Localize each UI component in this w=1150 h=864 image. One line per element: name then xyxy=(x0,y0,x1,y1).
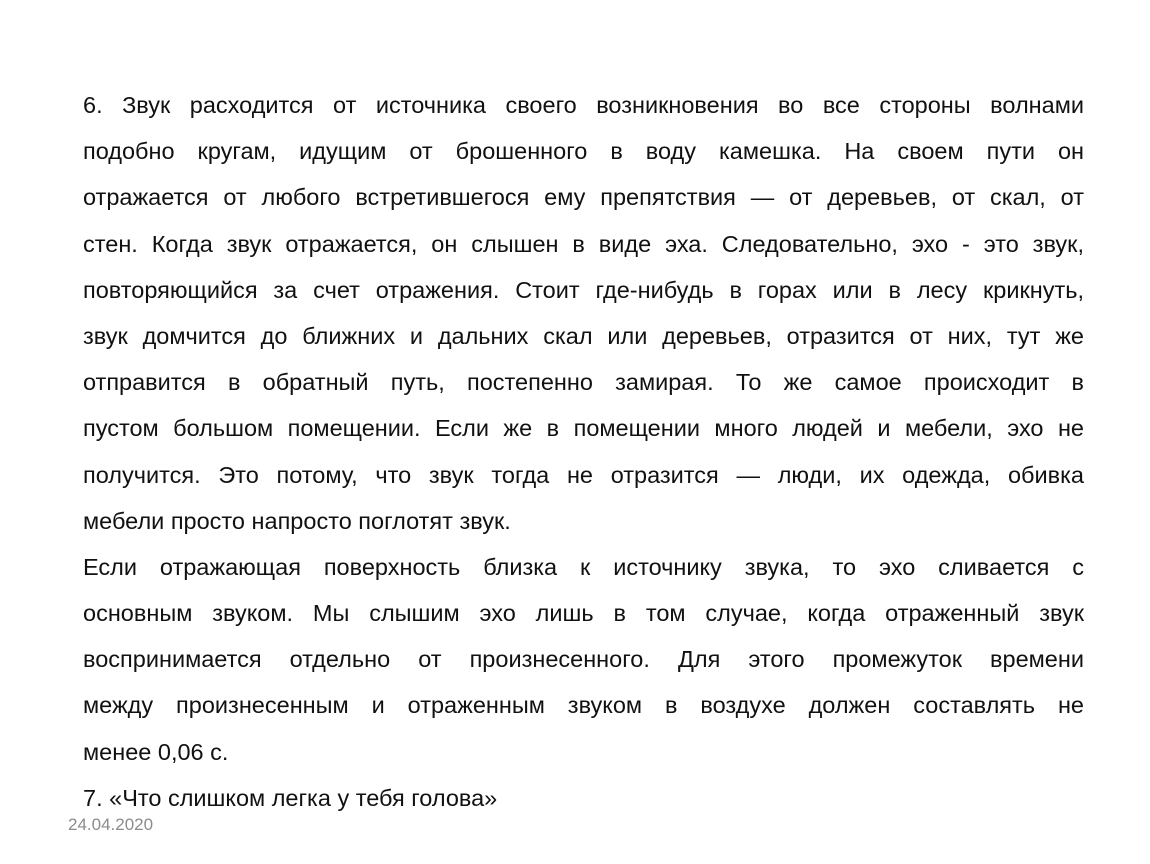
text-line: воспринимается отдельно от произнесенного. Для этого промежуток времени xyxy=(83,646,1084,673)
text-line: мебели просто напросто поглотят звук. xyxy=(83,507,511,534)
text-line: между произнесенным и отраженным звуком в воздухе должен составлять не xyxy=(83,692,1084,719)
text-line: подобно кругам, идущим от брошенного в воду камешка. На своем пути он xyxy=(83,138,1084,165)
paragraph xyxy=(83,544,1084,775)
slide-body xyxy=(83,82,1084,821)
footer-date: 24.04.2020 xyxy=(68,815,154,834)
paragraph xyxy=(83,775,1084,821)
text-line: отражается от любого встретившегося ему препятствия — от деревьев, от скал, от xyxy=(83,184,1084,211)
text-line: повторяющийся за счет отражения. Стоит где-нибудь в горах или в лесу крикнуть, xyxy=(83,276,1084,303)
text-line: Если отражающая поверхность близка к источнику звука, то эхо сливается с xyxy=(83,553,1084,580)
paragraph xyxy=(83,82,1084,544)
text-line: менее 0,06 с. xyxy=(83,738,229,765)
text-line: 7. «Что слишком легка у тебя голова» xyxy=(83,784,498,811)
text-line: стен. Когда звук отражается, он слышен в виде эха. Следовательно, эхо - это звук, xyxy=(83,230,1084,257)
text-line: 6. Звук расходится от источника своего возникновения во все стороны волнами xyxy=(83,92,1084,118)
text-line: звук домчится до ближних и дальних скал или деревьев, отразится от них, тут же xyxy=(83,322,1084,349)
text-line: отправится в обратный путь, постепенно замирая. То же самое происходит в xyxy=(83,369,1084,396)
text-line: получится. Это потому, что звук тогда не отразится — люди, их одежда, обивка xyxy=(83,461,1084,488)
text-line: пустом большом помещении. Если же в помещении много людей и мебели, эхо не xyxy=(83,415,1084,442)
text-line: основным звуком. Мы слышим эхо лишь в том случае, когда отраженный звук xyxy=(83,600,1084,627)
